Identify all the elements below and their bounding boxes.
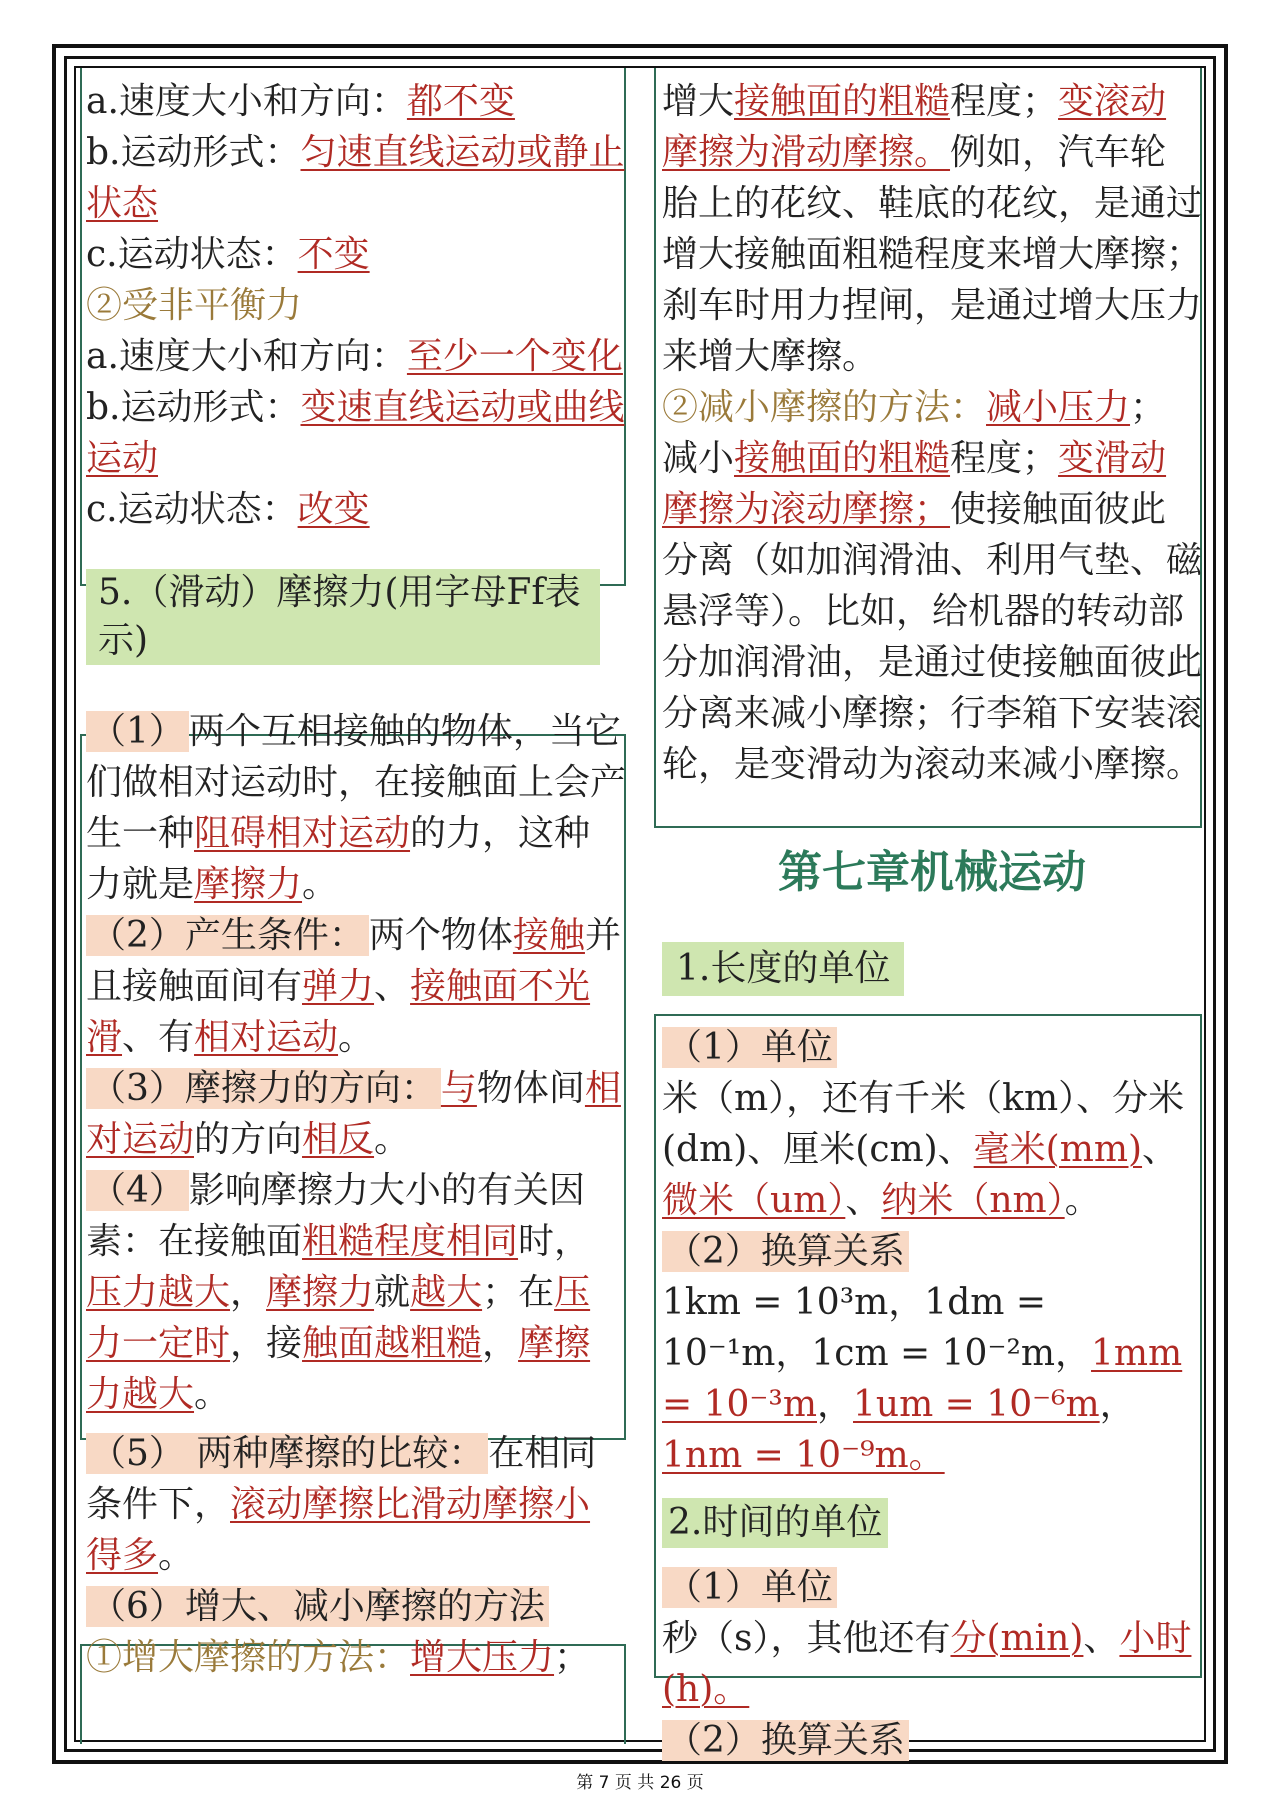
conv-text: 1km = 10³m，1dm = 10⁻¹m，1cm = 10⁻²m， — [662, 1282, 1092, 1374]
a2-answer: 至少一个变化 — [406, 336, 623, 377]
r1-answer-2: 变滚动摩擦为滑动摩擦。 — [662, 81, 1167, 173]
p4-sep: ， — [230, 1272, 267, 1313]
para-conditions — [86, 910, 626, 1063]
p4-text-4: ；在 — [482, 1272, 555, 1313]
dec-sep: ； — [1130, 387, 1167, 428]
length-unit-label: （1）单位 — [662, 1027, 837, 1068]
dec-answer: 减小压力 — [986, 387, 1131, 428]
length-sep: 、 — [1142, 1129, 1179, 1170]
para-length-units — [662, 1073, 1202, 1226]
line-c2 — [86, 484, 626, 535]
line-decrease-method — [662, 382, 1202, 433]
page-footer: 第 7 页 共 26 页 — [576, 1773, 704, 1793]
p4-answer-5: 压力一定时 — [86, 1272, 591, 1364]
p1-end: 。 — [302, 864, 339, 905]
time-conv-heading — [662, 1715, 1202, 1766]
inc-answer: 增大压力 — [410, 1637, 555, 1678]
r2-text-2: 程度； — [950, 438, 1059, 479]
section-5-title: 5.（滑动）摩擦力(用字母Ff表示) — [86, 569, 600, 665]
p5-label: （5） 两种摩擦的比较： — [86, 1433, 488, 1474]
line-a2 — [86, 331, 626, 382]
line-c1 — [86, 229, 626, 280]
p4-sep-2: ， — [482, 1323, 519, 1364]
section-1-title: 1.长度的单位 — [662, 942, 904, 996]
p2-text-2: 并且接触面间有 — [86, 915, 621, 1007]
time-unit-heading — [662, 1562, 1202, 1613]
p2-sep: 、 — [374, 966, 411, 1007]
line-b1 — [86, 127, 626, 229]
r1-text-2: 程度； — [950, 81, 1059, 122]
p3-answer-1: 与 — [440, 1068, 477, 1109]
r1-text: 增大 — [662, 81, 735, 122]
line-increase-method — [86, 1632, 626, 1683]
length-conv-heading — [662, 1226, 1202, 1277]
length-answer-mm: 毫米(mm) — [973, 1129, 1143, 1170]
p1-text: 两个互相接触的物体，当它们做相对运动时，在接触面上会产生一种 — [86, 711, 627, 854]
inc-end: ； — [554, 1637, 591, 1678]
p4-text-3: 就 — [374, 1272, 411, 1313]
inc-label: ①增大摩擦的方法： — [86, 1637, 411, 1678]
conv-sep-2: ， — [1099, 1384, 1136, 1425]
a2-label: a.速度大小和方向： — [86, 336, 407, 377]
p1-text-2: 的力，这种力就是 — [86, 813, 591, 905]
p6-label: （6）增大、减小摩擦的方法 — [86, 1586, 549, 1627]
length-end: 。 — [1064, 1180, 1101, 1221]
p2-label: （2）产生条件： — [86, 915, 369, 956]
section-2-wrap — [662, 1497, 1202, 1548]
subheading-nonbalanced: ②受非平衡力 — [86, 285, 303, 326]
c2-answer: 改变 — [297, 489, 370, 530]
section-2-title: 2.时间的单位 — [662, 1498, 888, 1548]
a1-label: a.速度大小和方向： — [86, 81, 407, 122]
p5-end: 。 — [158, 1535, 195, 1576]
p4-text-5: ，接 — [230, 1323, 303, 1364]
p2-text-3: 、有 — [122, 1017, 195, 1058]
para-decrease-cont — [662, 433, 1202, 790]
length-answer-nm: 纳米（nm） — [881, 1180, 1065, 1221]
para-length-conversion — [662, 1277, 1202, 1481]
para-friction-definition — [86, 706, 626, 910]
p4-answer-7: 摩擦力越大 — [86, 1323, 591, 1415]
p5-text: 在相同条件下， — [86, 1433, 597, 1525]
p4-answer-2: 压力越大 — [86, 1272, 231, 1313]
p3-label: （3）摩擦力的方向： — [86, 1068, 441, 1109]
p3-text: 物体间 — [476, 1068, 585, 1109]
conv-answer-mm: 1mm = 10⁻³m — [662, 1333, 1183, 1425]
p3-answer-2: 相对运动 — [86, 1068, 621, 1160]
length-unit-heading — [662, 1022, 1202, 1073]
r1-answer-1: 接触面的粗糙 — [734, 81, 951, 122]
r2-answer-2: 变滑动摩擦为滚动摩擦； — [662, 438, 1167, 530]
p2-answer-3: 接触面不光滑 — [86, 966, 591, 1058]
conv-sep: ， — [817, 1384, 854, 1425]
time-answer-h: 小时(h)。 — [662, 1618, 1192, 1710]
para-comparison — [86, 1428, 626, 1581]
p4-label: （4） — [86, 1170, 189, 1211]
length-conv-label: （2）换算关系 — [662, 1231, 909, 1272]
dec-label: ②减小摩擦的方法： — [662, 387, 987, 428]
length-units-text: 米（m），还有千米（km）、分米(dm)、厘米(cm)、 — [662, 1078, 1185, 1170]
line-a1 — [86, 76, 626, 127]
r2-text: 减小 — [662, 438, 735, 479]
p4-text: 影响摩擦力大小的有关因素：在接触面 — [86, 1170, 585, 1262]
p3-answer-3: 相反 — [302, 1119, 375, 1160]
p4-answer-3: 摩擦力 — [266, 1272, 375, 1313]
c1-label: c.运动状态： — [86, 234, 298, 275]
length-sep-2: 、 — [845, 1180, 882, 1221]
p4-answer-6: 触面越粗糙 — [302, 1323, 483, 1364]
section-1-wrap — [662, 942, 904, 996]
p1-label: （1） — [86, 711, 189, 752]
p2-text: 两个物体 — [368, 915, 513, 956]
conv-answer-um: 1um = 10⁻⁶m — [853, 1384, 1100, 1425]
time-answer-min: 分(min) — [950, 1618, 1084, 1659]
p4-answer-1: 粗糙程度相同 — [302, 1221, 519, 1262]
length-answer-um: 微米（um） — [662, 1180, 846, 1221]
time-units-text: 秒（s），其他还有 — [662, 1618, 951, 1659]
heading-methods — [86, 1581, 626, 1632]
p2-end: 。 — [338, 1017, 375, 1058]
c1-answer: 不变 — [297, 234, 370, 275]
right-column-top — [662, 76, 1202, 790]
p5-answer: 滚动摩擦比滑动摩擦小得多 — [86, 1484, 591, 1576]
p4-text-2: 时， — [518, 1221, 591, 1262]
chapter-title: 第七章机械运动 — [778, 847, 1086, 898]
a1-answer: 都不变 — [406, 81, 515, 122]
para-increase-cont — [662, 76, 1202, 382]
p2-answer-1: 接触 — [512, 915, 585, 956]
p4-end: 。 — [194, 1374, 231, 1415]
left-column — [86, 76, 626, 1683]
para-direction — [86, 1063, 626, 1165]
p2-answer-4: 相对运动 — [194, 1017, 339, 1058]
p2-answer-2: 弹力 — [302, 966, 375, 1007]
b2-label: b.运动形式： — [86, 387, 301, 428]
p1-answer-1: 阻碍相对运动 — [194, 813, 411, 854]
right-column-bottom — [662, 1022, 1202, 1766]
r2-answer-1: 接触面的粗糙 — [734, 438, 951, 479]
para-factors — [86, 1165, 626, 1420]
p3-text-2: 的方向 — [194, 1119, 303, 1160]
b2-answer: 变速直线运动或曲线运动 — [86, 387, 625, 479]
time-unit-label: （1）单位 — [662, 1567, 837, 1608]
p4-answer-4: 越大 — [410, 1272, 483, 1313]
r2-text-3: 使接触面彼此分离（如加润滑油、利用气垫、磁悬浮等）。比如，给机器的转动部分加润滑油，是通过使接触面彼此分离来减小摩擦；行李箱下安装滚轮，是变滑动为滚动来减小摩擦。 — [662, 489, 1203, 785]
c2-label: c.运动状态： — [86, 489, 298, 530]
b1-answer: 匀速直线运动或静止状态 — [86, 132, 625, 224]
time-conv-label: （2）换算关系 — [662, 1720, 909, 1761]
para-time-units — [662, 1613, 1202, 1715]
b1-label: b.运动形式： — [86, 132, 301, 173]
conv-answer-nm: 1nm = 10⁻⁹m。 — [662, 1435, 945, 1476]
r1-text-3: 例如，汽车轮胎上的花纹、鞋底的花纹，是通过增大接触面粗糙程度来增大摩擦；刹车时用力捏闸，是通过增大压力来增大摩擦。 — [662, 132, 1203, 377]
p1-answer-2: 摩擦力 — [194, 864, 303, 905]
line-b2 — [86, 382, 626, 484]
time-sep: 、 — [1083, 1618, 1120, 1659]
p3-end: 。 — [374, 1119, 411, 1160]
